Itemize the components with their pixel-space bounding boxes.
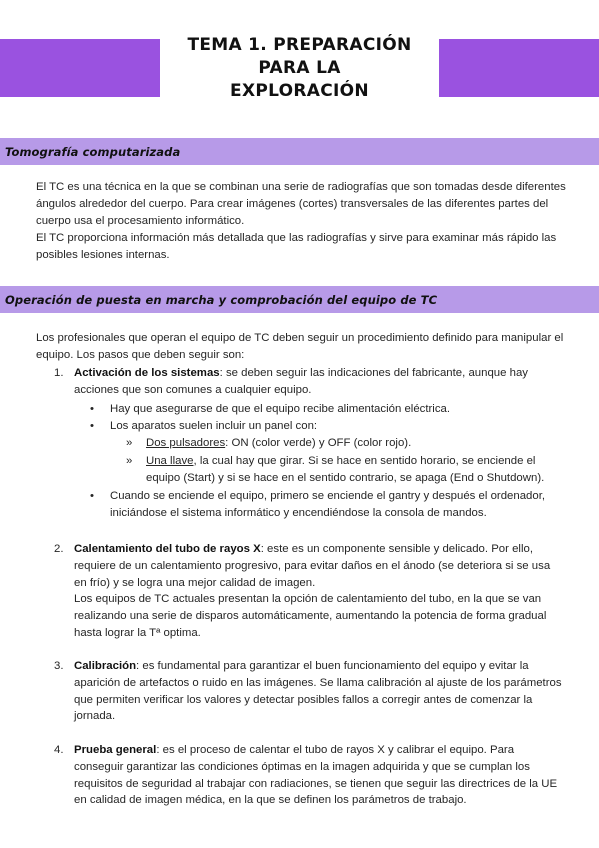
section-heading-tc: Tomografía computarizada <box>0 138 599 165</box>
page-title <box>160 34 439 101</box>
section-heading-operacion: Operación de puesta en marcha y comprobación del equipo de TC <box>0 286 599 313</box>
title-line-1: TEMA 1. PREPARACIÓN PARA LA <box>187 34 412 78</box>
title-banner <box>0 34 599 101</box>
title-line-2: EXPLORACIÓN <box>230 80 369 101</box>
title-band-left <box>0 39 160 97</box>
paragraph-tc-1: El TC es una técnica en la que se combinan una serie de radiografías que son tomadas desde diferentes ángulos alrededor del cuerpo. Para crear imágenes (cortes) transversales de las diferentes partes del cuerpo usa el procesamiento informático. <box>36 181 566 227</box>
title-band-right <box>439 39 599 97</box>
paragraph-tc-2: El TC proporciona información más detallada que las radiografías y sirve para examinar más rápido las posibles lesiones internas. <box>36 232 557 261</box>
paragraph-intro: Los profesionales que operan el equipo de TC deben seguir un procedimiento definido para manipular el equipo. Los pasos que deben seguir son: <box>36 332 564 361</box>
